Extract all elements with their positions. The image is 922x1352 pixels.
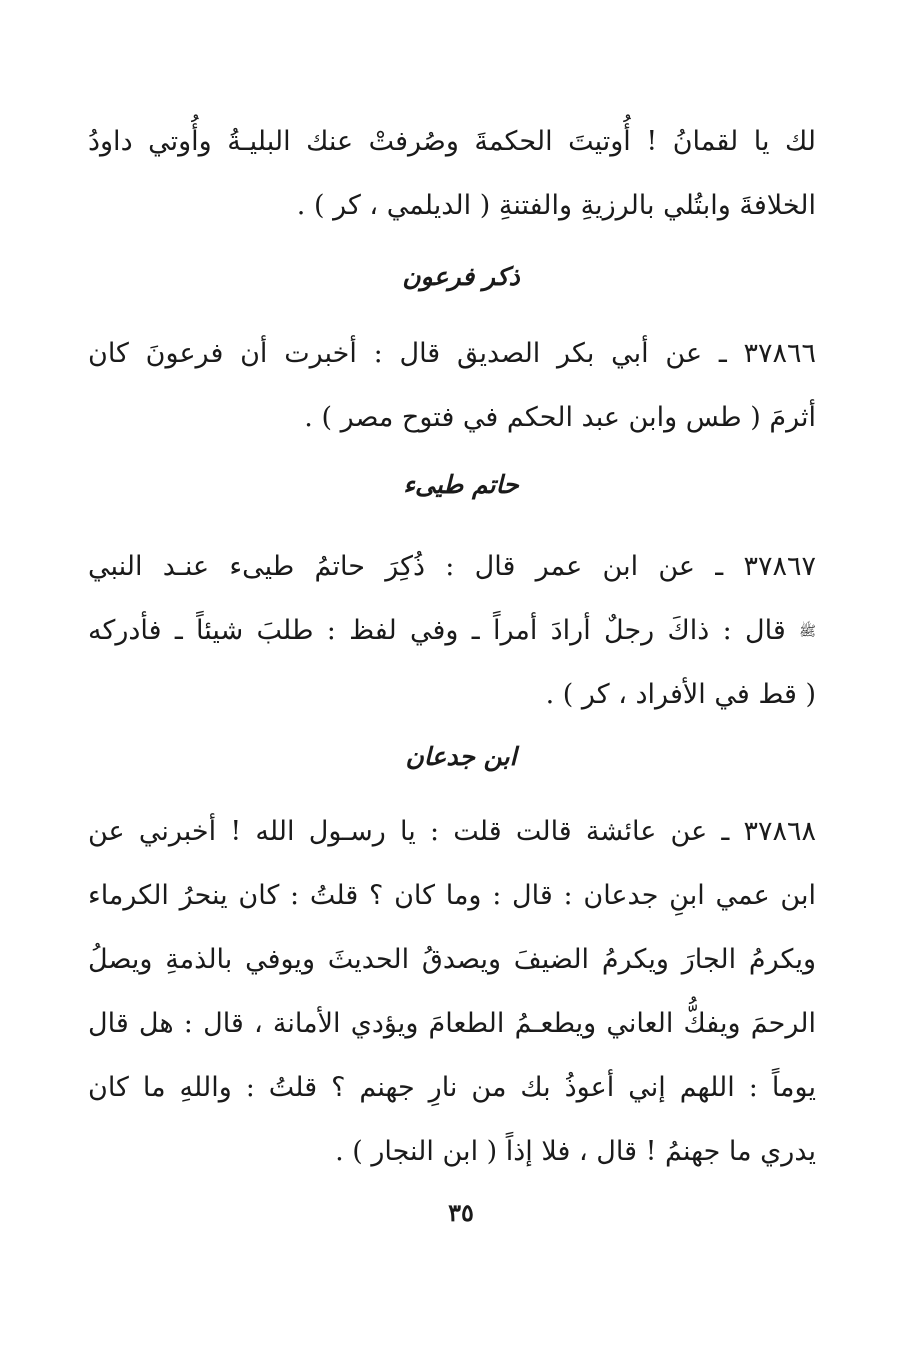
text-line: أثرمَ ( طس وابن عبد الحكم في فتوح مصر ) .	[304, 402, 816, 433]
hadith-37866	[88, 322, 816, 450]
text-line: ( قط في الأفراد ، كر ) .	[545, 679, 816, 710]
section-heading-hatim: حاتم طيىء	[403, 470, 519, 499]
continuation-paragraph	[88, 110, 816, 238]
text-line	[88, 599, 816, 663]
text-line: ٣٧٨٦٧ ـ عن ابن عمر قال : ذُكِرَ حاتمُ طيىء عنـد النبي	[88, 551, 816, 582]
text-line: ابن عمي ابنِ جدعان : قال : وما كان ؟ قلتُ : كان ينحرُ الكرماء	[88, 880, 816, 911]
text-line: يدري ما جهنمُ ! قال ، فلا إذاً ( ابن النجار ) .	[335, 1136, 816, 1167]
section-heading-ibn-jadaan: ابن جدعان	[405, 742, 517, 771]
text-line: الخلافةَ وابتُلي بالرزيةِ والفتنةِ ( الديلمي ، كر ) .	[296, 190, 816, 221]
section-heading-pharaoh: ذكر فرعون	[402, 262, 520, 291]
text-line: ٣٧٨٦٦ ـ عن أبي بكر الصديق قال : أخبرت أن فرعونَ كان	[88, 338, 816, 369]
pbuh-ligature: ﷺ	[799, 623, 816, 640]
hadith-37867	[88, 535, 816, 727]
text-line-content: قال : ذاكَ رجلٌ أرادَ أمراً ـ وفي لفظ : طلبَ شيئاً ـ فأدركه	[88, 615, 786, 646]
hadith-37868	[88, 800, 816, 1184]
text-line: ويكرمُ الجارَ ويكرمُ الضيفَ ويصدقُ الحديثَ ويوفي بالذمةِ ويصلُ	[88, 944, 816, 975]
text-line: لك يا لقمانُ ! أُوتيتَ الحكمةَ وصُرفتْ عنك البليـةُ وأُوتي داودُ	[88, 126, 816, 157]
text-line: ٣٧٨٦٨ ـ عن عائشة قالت قلت : يا رسـول الله ! أخبرني عن	[88, 816, 816, 847]
page-number: ٣٥	[448, 1198, 474, 1227]
text-line: يوماً : اللهم إني أعوذُ بك من نارِ جهنم ؟ قلتُ : واللهِ ما كان	[88, 1072, 816, 1103]
text-line: الرحمَ ويفكُّ العاني ويطعـمُ الطعامَ ويؤدي الأمانة ، قال : هل قال	[88, 1008, 816, 1039]
